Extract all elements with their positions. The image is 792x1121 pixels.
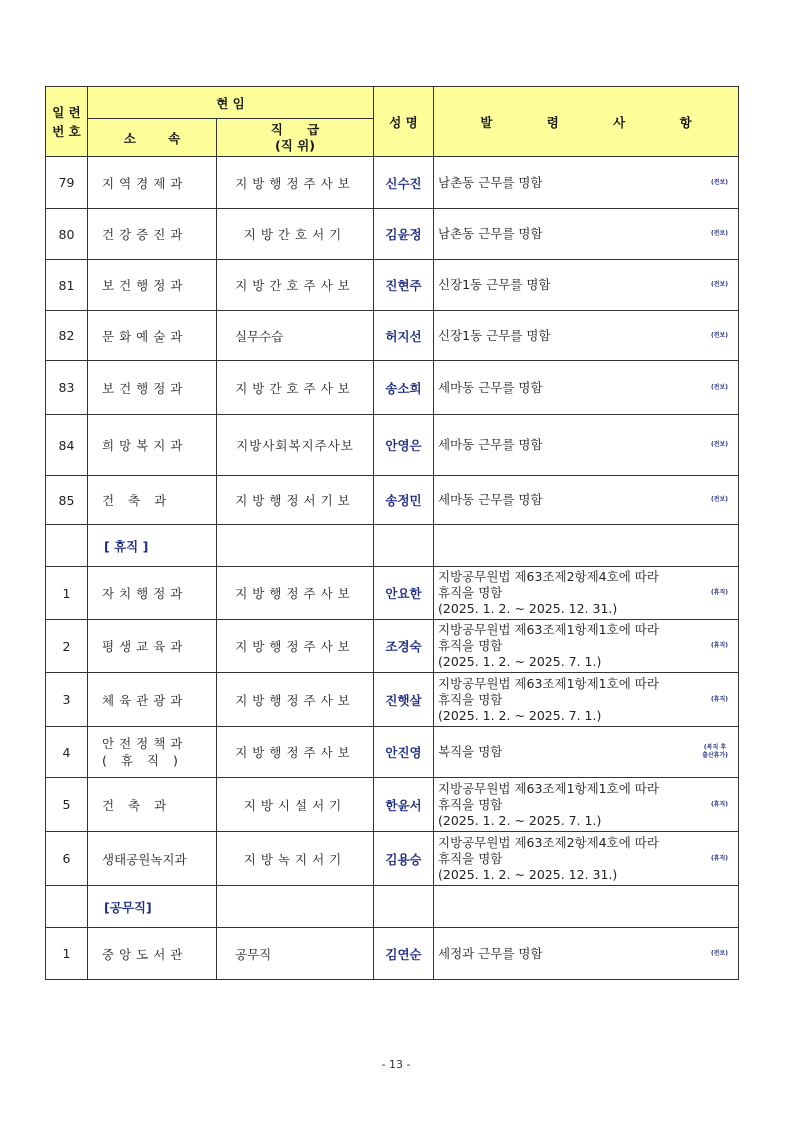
order-type-line: (휴직) bbox=[710, 695, 729, 703]
order-type-line: (휴직) bbox=[710, 854, 729, 862]
order-line: 지방공무원법 제63조제1항제1호에 따라 bbox=[438, 622, 659, 637]
row-affiliation: 보건행정과 bbox=[88, 361, 217, 415]
affiliation-line: 안전정책과 bbox=[102, 736, 188, 751]
row-name: 진현주 bbox=[374, 260, 434, 311]
order-type-line: (전보) bbox=[710, 383, 729, 391]
order-text bbox=[438, 492, 698, 508]
row-number: 6 bbox=[46, 832, 88, 886]
row-order bbox=[434, 311, 739, 361]
header-affiliation: 소 속 bbox=[88, 119, 217, 157]
affiliation-status: ( 휴 직 ) bbox=[102, 753, 183, 768]
section-number-cell bbox=[46, 525, 88, 567]
order-type-badge bbox=[711, 384, 728, 392]
row-number: 85 bbox=[46, 476, 88, 525]
row-affiliation: 희망복지과 bbox=[88, 415, 217, 476]
section-empty-cell bbox=[434, 525, 739, 567]
row-number: 5 bbox=[46, 778, 88, 832]
header-order: 발 령 사 항 bbox=[434, 87, 739, 157]
section-empty-cell bbox=[434, 886, 739, 928]
order-line: 세마동 근무를 명함 bbox=[438, 437, 543, 452]
order-type-line: (복직 후 bbox=[703, 744, 727, 751]
row-grade: 지방행정서기보 bbox=[217, 476, 374, 525]
table-row bbox=[46, 727, 739, 778]
row-number: 81 bbox=[46, 260, 88, 311]
order-text bbox=[438, 437, 698, 453]
order-type-line: (전보) bbox=[710, 496, 729, 503]
section-empty-cell bbox=[374, 886, 434, 928]
row-order bbox=[434, 415, 739, 476]
row-affiliation: 생태공원녹지과 bbox=[88, 832, 217, 886]
row-grade: 지방시설서기 bbox=[217, 778, 374, 832]
order-line: (2025. 1. 2. ~ 2025. 7. 1.) bbox=[438, 707, 602, 723]
order-type-badge bbox=[711, 696, 728, 704]
order-type-line: (전보) bbox=[710, 178, 729, 186]
order-type-line: (전보) bbox=[710, 281, 729, 288]
row-affiliation: 지역경제과 bbox=[88, 157, 217, 209]
personnel-order-table bbox=[45, 86, 739, 980]
header-grade-position: 직 급 (직 위) bbox=[217, 119, 374, 157]
order-text bbox=[438, 380, 698, 396]
row-name: 한윤서 bbox=[374, 778, 434, 832]
order-line: 신장1동 근무를 명함 bbox=[438, 277, 551, 292]
row-name: 신수진 bbox=[374, 157, 434, 209]
row-order bbox=[434, 620, 739, 673]
order-line: 휴직을 명함 bbox=[438, 638, 503, 653]
section-empty-cell bbox=[217, 525, 374, 567]
row-grade: 지방간호서기 bbox=[217, 209, 374, 260]
row-number: 3 bbox=[46, 673, 88, 727]
order-type-badge bbox=[711, 496, 728, 504]
row-grade: 지방행정주사보 bbox=[217, 620, 374, 673]
order-type-line: (휴직) bbox=[710, 642, 729, 649]
order-line: 남촌동 근무를 명함 bbox=[438, 174, 543, 190]
order-type-line: (휴직) bbox=[710, 589, 729, 596]
row-number: 1 bbox=[46, 928, 88, 980]
table-row bbox=[46, 620, 739, 673]
order-type-badge bbox=[711, 179, 728, 187]
order-type-badge bbox=[711, 332, 728, 340]
row-affiliation: 자치행정과 bbox=[88, 567, 217, 620]
row-order bbox=[434, 361, 739, 415]
order-text bbox=[438, 328, 698, 344]
row-affiliation: 건강증진과 bbox=[88, 209, 217, 260]
table-row bbox=[46, 311, 739, 361]
row-order bbox=[434, 209, 739, 260]
order-type-badge bbox=[711, 230, 728, 238]
order-type-badge bbox=[711, 281, 728, 289]
order-line: 휴직을 명함 bbox=[438, 691, 503, 707]
row-affiliation: 보건행정과 bbox=[88, 260, 217, 311]
row-number: 2 bbox=[46, 620, 88, 673]
row-order bbox=[434, 928, 739, 980]
order-text bbox=[438, 744, 698, 760]
header-serial-number: 일 련 번 호 bbox=[46, 87, 88, 157]
row-order bbox=[434, 476, 739, 525]
order-text bbox=[438, 946, 698, 962]
table-row bbox=[46, 778, 739, 832]
row-name: 김연순 bbox=[374, 928, 434, 980]
row-grade: 지방행정주사보 bbox=[217, 157, 374, 209]
row-affiliation: 중앙도서관 bbox=[88, 928, 217, 980]
section-empty-cell bbox=[374, 525, 434, 567]
row-affiliation: 건 축 과 bbox=[88, 778, 217, 832]
page-number: - 13 - bbox=[381, 1058, 411, 1071]
order-type-badge bbox=[711, 441, 728, 449]
table-row bbox=[46, 157, 739, 209]
row-affiliation: 건 축 과 bbox=[88, 476, 217, 525]
section-label: [공무직] bbox=[88, 886, 217, 928]
row-number: 80 bbox=[46, 209, 88, 260]
order-text bbox=[438, 277, 698, 293]
order-line: (2025. 1. 2. ~ 2025. 12. 31.) bbox=[438, 866, 618, 882]
row-affiliation: 문화예술과 bbox=[88, 311, 217, 361]
order-type-badge bbox=[711, 801, 728, 809]
row-number: 83 bbox=[46, 361, 88, 415]
order-line: 신장1동 근무를 명함 bbox=[438, 327, 551, 343]
order-line: 휴직을 명함 bbox=[438, 850, 503, 866]
row-name: 진햇살 bbox=[374, 673, 434, 727]
section-label: [ 휴직 ] bbox=[88, 525, 217, 567]
row-order bbox=[434, 157, 739, 209]
table-row bbox=[46, 673, 739, 727]
order-type-line: (전보) bbox=[710, 230, 729, 237]
table-row bbox=[46, 928, 739, 980]
row-name: 안영은 bbox=[374, 415, 434, 476]
order-line: 지방공무원법 제63조제2항제4호에 따라 bbox=[438, 834, 659, 850]
row-grade: 공무직 bbox=[217, 928, 374, 980]
order-text bbox=[438, 175, 698, 191]
row-grade: 지방간호주사보 bbox=[217, 361, 374, 415]
row-name: 허지선 bbox=[374, 311, 434, 361]
order-line: (2025. 1. 2. ~ 2025. 7. 1.) bbox=[438, 812, 602, 828]
table-row bbox=[46, 832, 739, 886]
order-line: 세마동 근무를 명함 bbox=[438, 492, 543, 507]
order-text bbox=[438, 781, 698, 829]
section-number-cell bbox=[46, 886, 88, 928]
row-number: 79 bbox=[46, 157, 88, 209]
row-order bbox=[434, 832, 739, 886]
row-order bbox=[434, 673, 739, 727]
header-name: 성 명 bbox=[374, 87, 434, 157]
order-line: 세정과 근무를 명함 bbox=[438, 945, 543, 961]
row-name: 김윤정 bbox=[374, 209, 434, 260]
section-row bbox=[46, 886, 739, 928]
order-line: 휴직을 명함 bbox=[438, 796, 503, 812]
table-row bbox=[46, 361, 739, 415]
row-order bbox=[434, 778, 739, 832]
row-grade: 지방행정주사보 bbox=[217, 567, 374, 620]
order-type-badge bbox=[711, 855, 728, 863]
row-number: 84 bbox=[46, 415, 88, 476]
row-grade: 지방사회복지주사보 bbox=[217, 415, 374, 476]
row-order bbox=[434, 260, 739, 311]
row-name: 송정민 bbox=[374, 476, 434, 525]
order-type-badge bbox=[711, 642, 728, 650]
order-line: 휴직을 명함 bbox=[438, 585, 503, 600]
row-affiliation: 평생교육과 bbox=[88, 620, 217, 673]
order-text bbox=[438, 622, 698, 670]
section-row bbox=[46, 525, 739, 567]
table-row bbox=[46, 567, 739, 620]
row-grade: 지방간호주사보 bbox=[217, 260, 374, 311]
order-text bbox=[438, 569, 698, 617]
row-number: 4 bbox=[46, 727, 88, 778]
order-line: (2025. 1. 2. ~ 2025. 7. 1.) bbox=[438, 654, 602, 669]
order-type-badge bbox=[711, 950, 728, 958]
row-name: 송소희 bbox=[374, 361, 434, 415]
order-text bbox=[438, 226, 698, 242]
order-type-line: 출산휴가) bbox=[702, 752, 729, 759]
row-grade: 지방행정주사보 bbox=[217, 727, 374, 778]
order-type-line: (휴직) bbox=[710, 800, 729, 808]
row-order bbox=[434, 727, 739, 778]
row-grade: 지방행정주사보 bbox=[217, 673, 374, 727]
order-type-badge bbox=[711, 589, 728, 597]
row-name: 안진영 bbox=[374, 727, 434, 778]
row-name: 김용승 bbox=[374, 832, 434, 886]
row-affiliation bbox=[88, 727, 217, 778]
order-line: 복직을 명함 bbox=[438, 744, 503, 759]
order-line: 남촌동 근무를 명함 bbox=[438, 226, 543, 241]
order-text bbox=[438, 676, 698, 724]
order-line: 지방공무원법 제63조제2항제4호에 따라 bbox=[438, 569, 659, 584]
row-grade: 실무수습 bbox=[217, 311, 374, 361]
order-text bbox=[438, 835, 698, 883]
order-line: (2025. 1. 2. ~ 2025. 12. 31.) bbox=[438, 601, 618, 616]
table-row bbox=[46, 260, 739, 311]
order-type-line: (전보) bbox=[710, 331, 729, 339]
row-number: 1 bbox=[46, 567, 88, 620]
section-empty-cell bbox=[217, 886, 374, 928]
table-row bbox=[46, 476, 739, 525]
row-affiliation: 체육관광과 bbox=[88, 673, 217, 727]
row-name: 안요한 bbox=[374, 567, 434, 620]
header-current-post: 현 임 bbox=[88, 87, 374, 119]
table-row bbox=[46, 209, 739, 260]
table-row bbox=[46, 415, 739, 476]
row-order bbox=[434, 567, 739, 620]
order-type-badge bbox=[702, 744, 728, 760]
order-line: 세마동 근무를 명함 bbox=[438, 379, 543, 395]
order-line: 지방공무원법 제63조제1항제1호에 따라 bbox=[438, 780, 659, 796]
order-line: 지방공무원법 제63조제1항제1호에 따라 bbox=[438, 675, 659, 691]
order-type-line: (전보) bbox=[710, 949, 729, 957]
row-grade: 지방녹지서기 bbox=[217, 832, 374, 886]
row-name: 조경숙 bbox=[374, 620, 434, 673]
order-type-line: (전보) bbox=[710, 441, 729, 448]
row-number: 82 bbox=[46, 311, 88, 361]
